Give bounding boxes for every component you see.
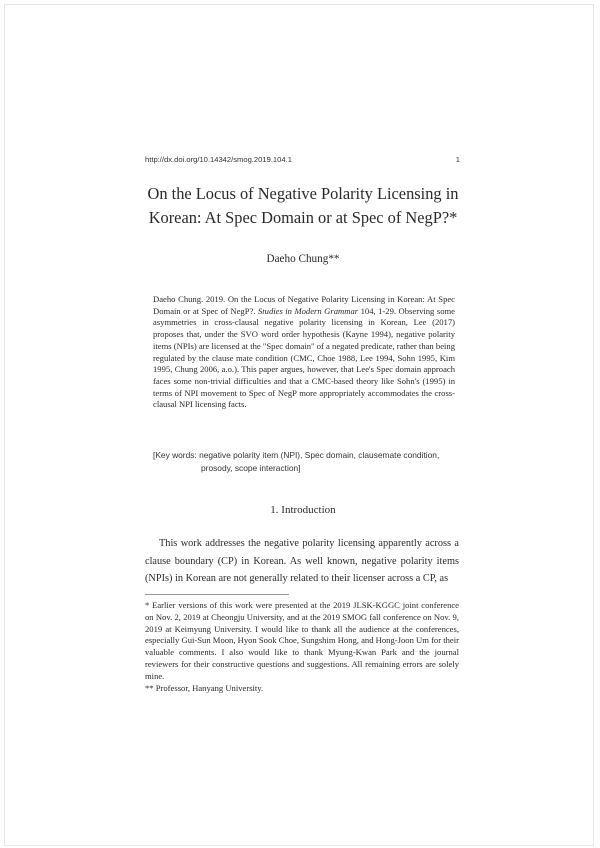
abstract-body: Observing some asymmetries in cross-clausal negative polarity licensing in Korean, Lee (2017) proposes that, under the SVO word order hypothesis (Kayne 1994), negative polarity items (NPIs) are licensed at the "Spec domain" of a negated predicate, rather than being regulated by the clause mate condition (CMC, Choe 1988, Lee 1994, Sohn 1995, Kim 1995, Chung 2006, a.o.). This paper argues, however, that Lee's Spec domain approach faces some non-trivial difficulties and that a CMC-based theory like Sohn's (1995) in terms of NPI movement to Spec of NegP more appropriately accommodates the cross-clausal NPI licensing facts. [153,305,455,410]
paper-title [130,182,476,230]
doi-link[interactable]: http://dx.doi.org/10.14342/smog.2019.104.1 [145,155,292,164]
abstract-journal-name: Studies in Modern Grammar [257,305,359,316]
keywords-line-2: prosody, scope interaction] [201,463,301,473]
footnote-2: ** Professor, Hanyang University. [145,682,264,693]
keywords [153,449,455,475]
section-heading: 1. Introduction [270,504,336,516]
footnotes [145,600,459,694]
document-page [4,4,594,846]
title-line-1: On the Locus of Negative Polarity Licensing in [147,184,459,203]
section-body-text: This work addresses the negative polarity licensing apparently across a clause boundary (CP) in Korean. As well known, negative polarity items (NPIs) in Korean are not generally related to their licenser across a CP, as [145,538,459,584]
footnote-1: * Earlier versions of this work were presented at the 2019 JLSK-KGGC joint conference on Nov. 2, 2019 at Cheongju University, and at the 2019 SMOG fall conference on Nov. 9, 2019 at Keimyung University. I would like to thank all the audience at the conferences, especially Gui-Sun Moon, Hyon Sook Choe, Sungshim Hong, and Hong-Joon Um for their valuable comments. I also would like to thank Myung-Kwan Park and the journal reviewers for their constructive questions and suggestions. All remaining errors are solely mine. [145,600,459,681]
abstract [153,294,455,411]
keywords-line-1: [Key words: negative polarity item (NPI), Spec domain, clausemate condition, [153,450,440,460]
title-line-2: Korean: At Spec Domain or at Spec of NegP?* [148,208,458,227]
author-name: Daeho Chung** [266,253,340,265]
abstract-citation-prefix: Daeho Chung. 2019. On the Locus of Negative Polarity Licensing in Korean: At Spec Domain or at Spec of NegP?. [153,294,455,316]
section-body [145,535,459,588]
footnote-divider [145,594,289,595]
page-number: 1 [455,155,460,164]
abstract-citation-suffix: 104, 1-29. [360,305,397,316]
